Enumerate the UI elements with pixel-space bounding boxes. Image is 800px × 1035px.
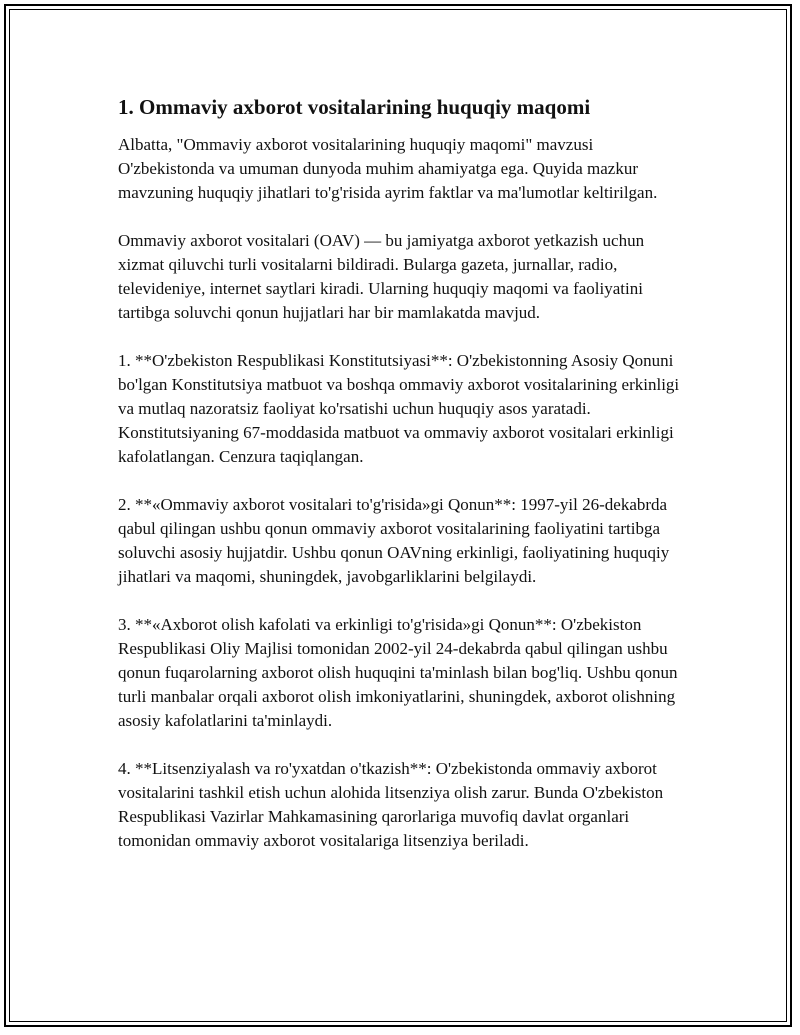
- paragraph-item-constitution: 1. **O'zbekiston Respublikasi Konstitutsiyasi**: O'zbekistonning Asosiy Qonuni bo'lgan Konstitutsiya matbuot va boshqa ommaviy axborot vositalarining erkinligi va mutlaq nazoratsiz faoliyat ko'rsatishi uchun huquqiy asos yaratadi. Konstitutsiyaning 67-moddasida matbuot va ommaviy axborot vositalari erkinligi kafolatlangan. Cenzura taqiqlangan.: [118, 351, 680, 466]
- paragraph-item-information-law: 3. **«Axborot olish kafolati va erkinligi to'g'risida»gi Qonun**: O'zbekiston Respublikasi Oliy Majlisi tomonidan 2002-yil 24-dekabrda qabul qilingan ushbu qonun fuqarolarning axborot olish huquqini ta'minlash bilan bog'liq. Ushbu qonun turli manbalar orqali axborot olish imkoniyatlarini, shuningdek, axborot olishning asosiy kafolatlarini ta'minlaydi.: [118, 615, 678, 730]
- paragraph-item-licensing: 4. **Litsenziyalash va ro'yxatdan o'tkazish**: O'zbekistonda ommaviy axborot vositalarini tashkil etish uchun alohida litsenziya olish zarur. Bunda O'zbekiston Respublikasi Vazirlar Mahkamasining qarorlariga muvofiq davlat organlari tomonidan ommaviy axborot vositalariga litsenziya beriladi.: [118, 759, 664, 850]
- paragraph-item-media-law: 2. **«Ommaviy axborot vositalari to'g'risida»gi Qonun**: 1997-yil 26-dekabrda qabul qilingan ushbu qonun ommaviy axborot vositalarining faoliyatini tartibga soluvchi asosiy hujjatdir. Ushbu qonun OAVning erkinligi, faoliyatining huquqiy jihatlari va maqomi, shuningdek, javobgarliklarini belgilaydi.: [118, 495, 670, 586]
- section-heading: 1. Ommaviy axborot vositalarining huquqiy maqomi: [118, 95, 591, 119]
- paragraph-intro: Albatta, "Ommaviy axborot vositalarining huquqiy maqomi" mavzusi O'zbekistonda va umuman dunyoda muhim ahamiyatga ega. Quyida mazkur mavzuning huquqiy jihatlari to'g'risida ayrim faktlar va ma'lumotlar keltirilgan.: [118, 135, 658, 202]
- document-body: [118, 93, 690, 877]
- paragraph-oav-definition: Ommaviy axborot vositalari (OAV) — bu jamiyatga axborot yetkazish uchun xizmat qiluvchi turli vositalarni bildiradi. Bularga gazeta, jurnallar, radio, televideniye, internet saytlari kiradi. Ularning huquqiy maqomi va faoliyatini tartibga soluvchi qonun hujjatlari har bir mamlakatda mavjud.: [118, 231, 645, 322]
